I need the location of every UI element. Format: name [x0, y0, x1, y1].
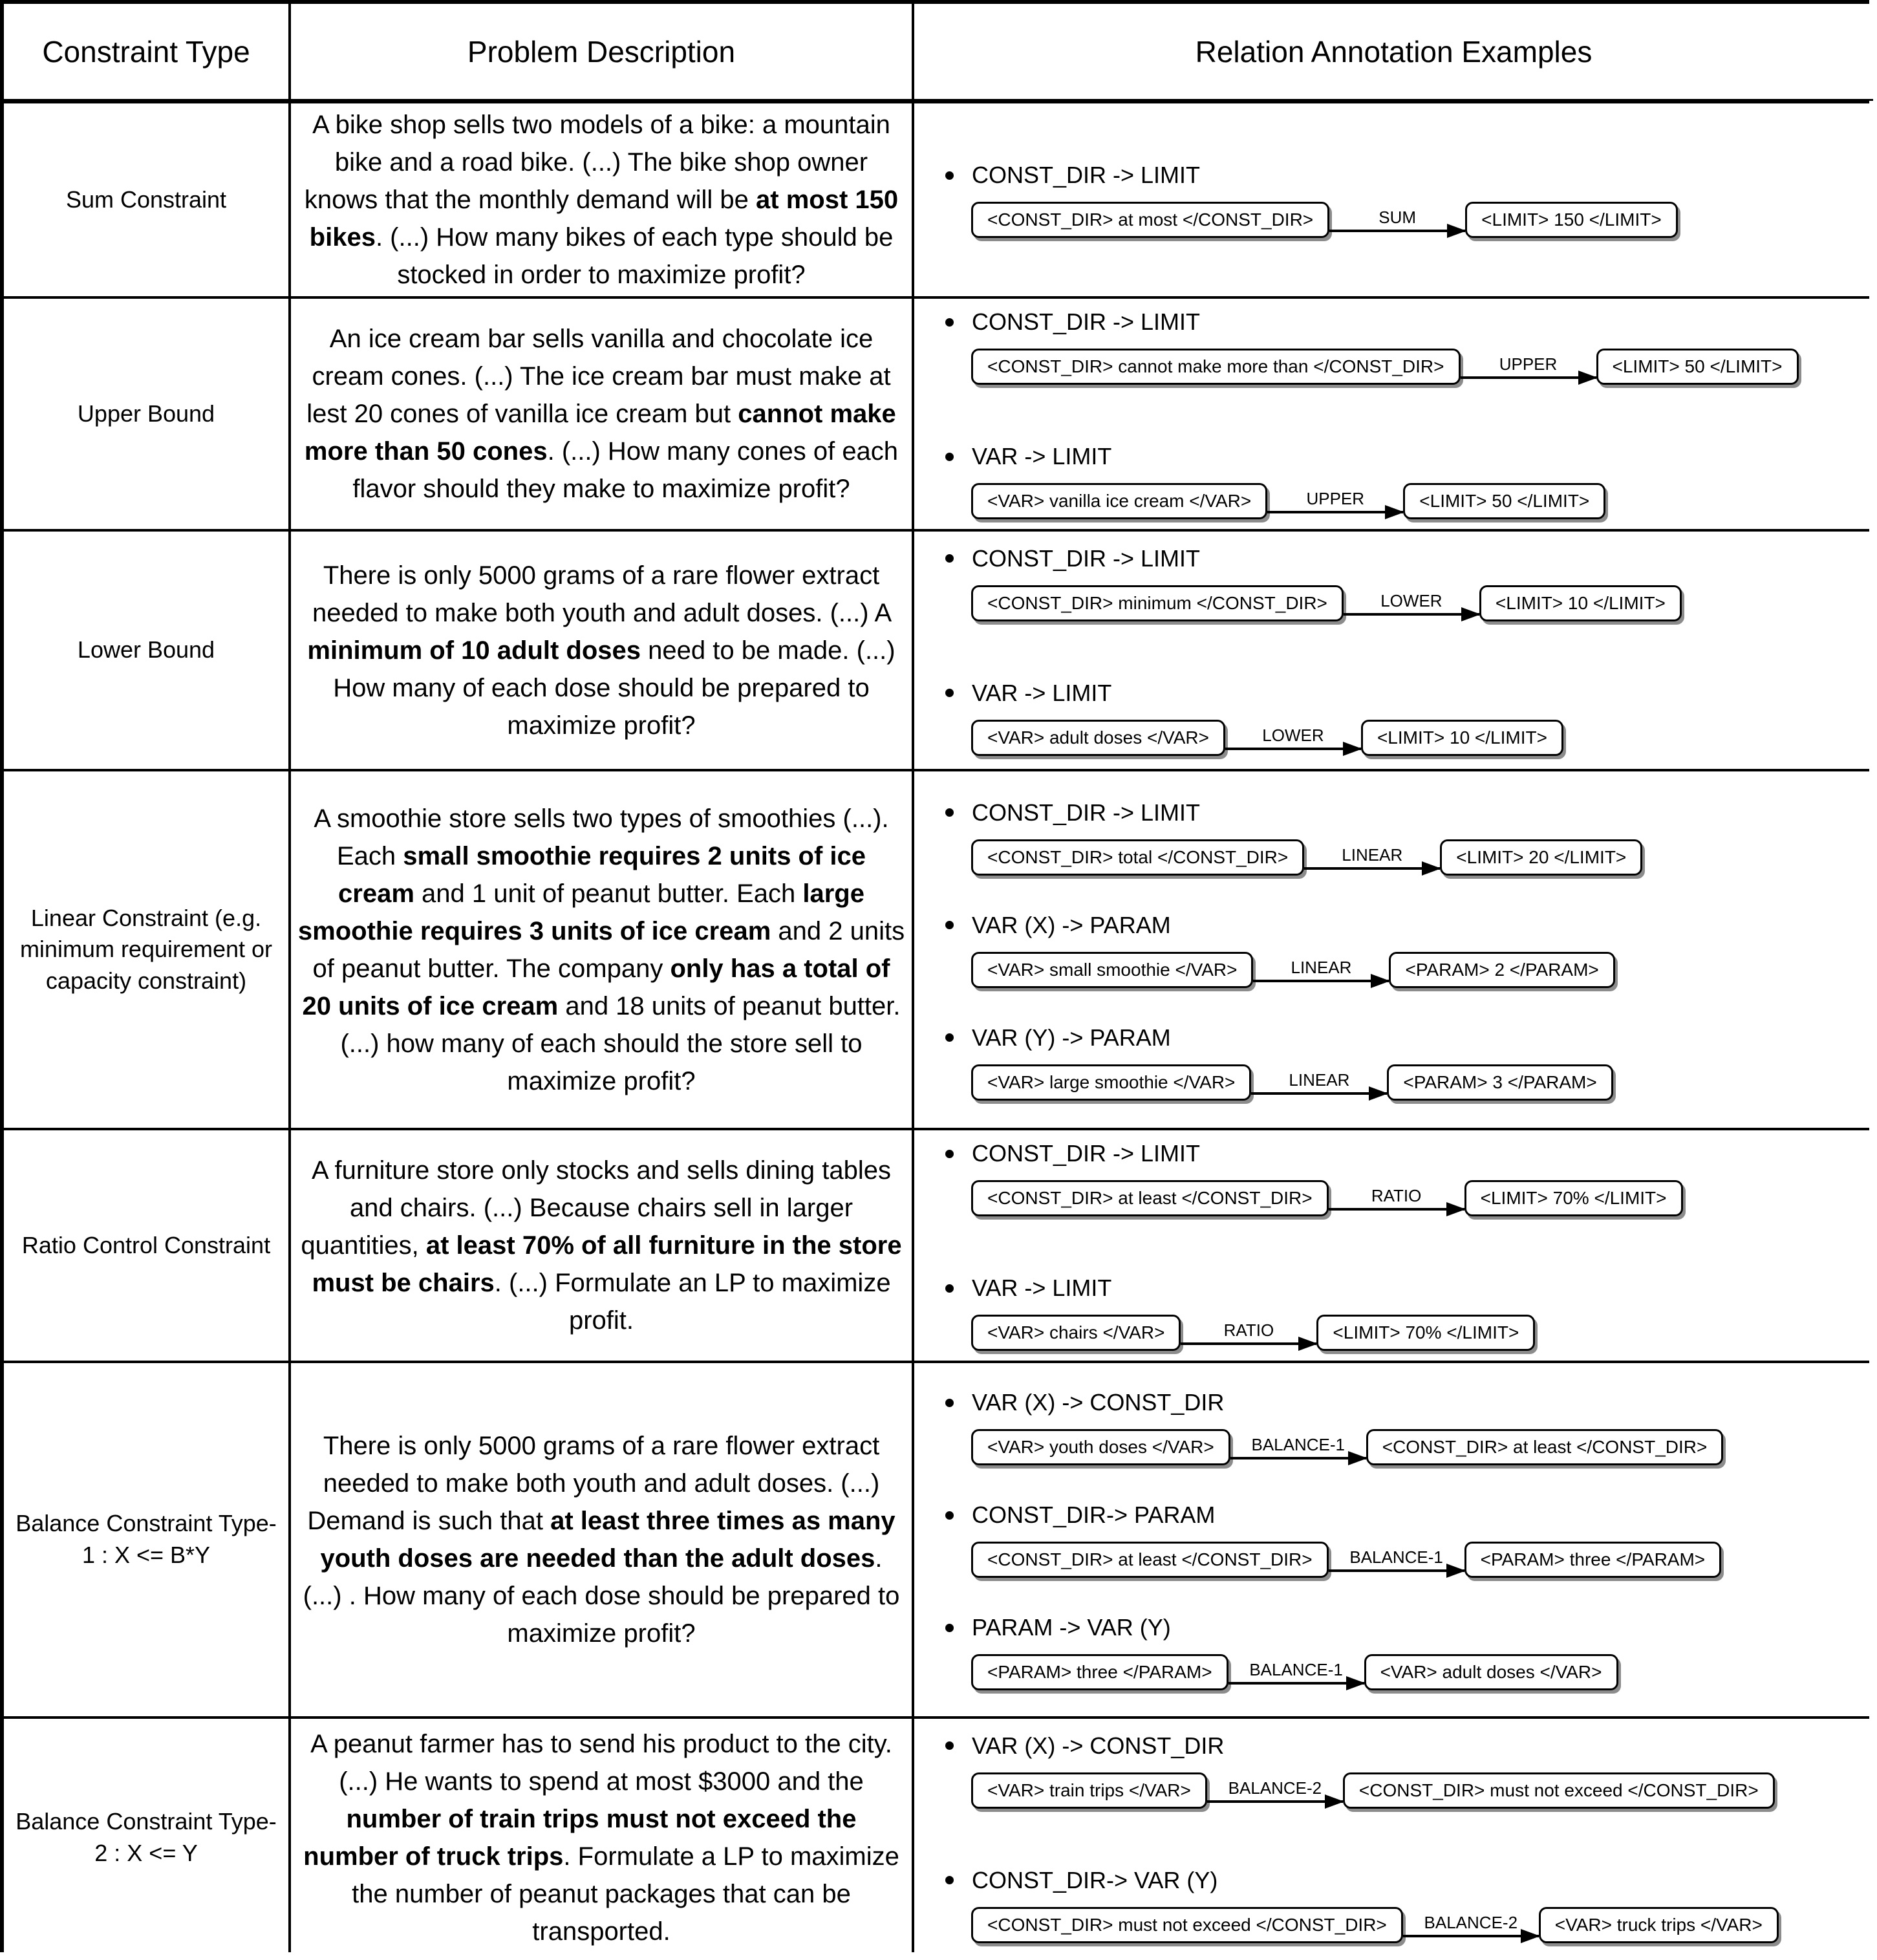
arrow-label: RATIO	[1223, 1320, 1274, 1340]
relation-diagram	[971, 585, 1873, 621]
relation-arrow	[1304, 845, 1440, 870]
relation-arrow	[1329, 208, 1465, 232]
relation-example	[945, 1614, 1873, 1690]
description-segment: An ice cream bar sells vanilla and chocolate ice cream cones. (...) The ice cream bar must make at lest 20 cones of vanilla ice cream but	[306, 325, 898, 428]
arrow-label: BALANCE-1	[1349, 1547, 1443, 1567]
relation-example	[945, 1502, 1873, 1578]
constraint-type-label: Sum Constraint	[65, 186, 227, 213]
relation-label: VAR -> LIMIT	[972, 1275, 1112, 1301]
problem-description-text	[297, 1152, 909, 1339]
relation-label-row	[945, 1140, 1873, 1167]
relation-diagram	[971, 483, 1873, 519]
relation-arrow	[1344, 591, 1479, 616]
relation-label: VAR (Y) -> PARAM	[972, 1024, 1171, 1051]
relation-label-row	[945, 443, 1873, 470]
arrow-line	[1225, 748, 1361, 750]
constraint-type-label: Balance Constraint Type-2 : X <= Y	[16, 1807, 277, 1866]
problem-description-cell	[291, 103, 912, 296]
target-node: <LIMIT> 50 </LIMIT>	[1403, 483, 1605, 519]
relation-example	[945, 1867, 1873, 1943]
relation-label-row	[945, 912, 1873, 939]
relation-examples-cell	[914, 299, 1873, 529]
relation-label: VAR (X) -> CONST_DIR	[972, 1389, 1225, 1416]
relation-label-row	[945, 1275, 1873, 1302]
source-node: <CONST_DIR> minimum </CONST_DIR>	[971, 585, 1344, 621]
target-node: <CONST_DIR> must not exceed </CONST_DIR>	[1343, 1772, 1775, 1809]
relation-arrow	[1267, 489, 1403, 513]
relation-examples-cell	[914, 1719, 1873, 1956]
description-segment: A bike shop sells two models of a bike: a mountain bike and a road bike. (...) The bike shop owner knows that the monthly demand will be	[304, 111, 898, 214]
description-segment: only has a total of 20 units of ice cream	[302, 954, 897, 1020]
constraint-type-cell	[4, 103, 288, 296]
arrow-label: BALANCE-1	[1249, 1660, 1343, 1679]
arrow-line	[1251, 1092, 1387, 1095]
source-node: <VAR> large smoothie </VAR>	[971, 1064, 1251, 1101]
relation-diagram	[971, 1907, 1873, 1943]
relation-diagram	[971, 952, 1873, 988]
source-node: <CONST_DIR> at most </CONST_DIR>	[971, 202, 1329, 238]
constraint-type-label: Linear Constraint (e.g. minimum requirement or capacity constraint)	[19, 904, 273, 994]
relation-arrow	[1329, 1547, 1464, 1572]
arrow-label: UPPER	[1499, 354, 1558, 374]
relation-label: PARAM -> VAR (Y)	[972, 1614, 1171, 1641]
description-segment: small smoothie requires 2 units of ice cream	[338, 841, 874, 908]
bullet-icon	[945, 921, 954, 929]
source-node: <VAR> adult doses </VAR>	[971, 720, 1225, 756]
relation-diagram	[971, 1542, 1873, 1578]
relation-label: CONST_DIR -> LIMIT	[972, 162, 1201, 188]
problem-description-cell	[291, 1363, 912, 1716]
arrow-line	[1253, 980, 1389, 982]
relation-example	[945, 162, 1873, 238]
relation-label-row	[945, 680, 1873, 707]
constraint-type-cell	[4, 1363, 288, 1716]
bullet-icon	[945, 318, 954, 327]
arrow-line	[1329, 1208, 1464, 1211]
relation-diagram	[971, 839, 1873, 876]
arrow-line	[1329, 1569, 1464, 1572]
description-segment: A peanut farmer has to send his product to the city. (...) He wants to spend at most $3000 and the	[310, 1729, 899, 1796]
relation-example	[945, 1275, 1873, 1351]
arrow-line	[1304, 867, 1440, 870]
arrow-label: SUM	[1378, 208, 1417, 227]
description-segment: at most 150 bikes	[309, 186, 906, 252]
problem-description-text	[297, 106, 905, 294]
relation-diagram	[971, 1315, 1873, 1351]
bullet-icon	[945, 1150, 954, 1158]
constraint-type-label: Balance Constraint Type-1 : X <= B*Y	[16, 1510, 277, 1568]
description-segment: cannot make more than 50 cones	[304, 400, 903, 466]
arrow-line	[1228, 1682, 1364, 1685]
relation-arrow	[1207, 1778, 1343, 1803]
arrow-line	[1344, 613, 1479, 616]
problem-description-cell	[291, 1130, 912, 1361]
relation-label: CONST_DIR -> LIMIT	[972, 1140, 1201, 1167]
relation-label: VAR -> LIMIT	[972, 679, 1112, 706]
relation-example	[945, 799, 1873, 876]
problem-description-cell	[291, 299, 912, 529]
arrow-label: BALANCE-1	[1251, 1435, 1345, 1454]
bullet-icon	[945, 689, 954, 697]
relation-examples-cell	[914, 1363, 1873, 1716]
target-node: <LIMIT> 10 </LIMIT>	[1479, 585, 1682, 621]
arrow-line	[1461, 376, 1596, 379]
description-segment: . (...) . How many of each dose should be prepared to maximize profit?	[303, 1544, 907, 1648]
source-node: <CONST_DIR> must not exceed </CONST_DIR>	[971, 1907, 1403, 1943]
source-node: <CONST_DIR> at least </CONST_DIR>	[971, 1542, 1329, 1578]
relation-label: CONST_DIR -> LIMIT	[972, 799, 1201, 826]
source-node: <PARAM> three </PARAM>	[971, 1654, 1228, 1690]
description-segment: at least three times as many youth doses are needed than the adult doses	[320, 1507, 903, 1573]
source-node: <VAR> train trips </VAR>	[971, 1772, 1207, 1809]
bullet-icon	[945, 1511, 954, 1520]
bullet-icon	[945, 1741, 954, 1750]
arrow-label: BALANCE-2	[1424, 1912, 1518, 1932]
source-node: <VAR> chairs </VAR>	[971, 1315, 1181, 1351]
relation-label-row	[945, 545, 1873, 572]
problem-description-cell	[291, 771, 912, 1128]
constraint-type-label: Upper Bound	[77, 400, 215, 427]
target-node: <LIMIT> 20 </LIMIT>	[1440, 839, 1642, 876]
relation-example	[945, 1140, 1873, 1216]
description-segment: . Formulate a LP to maximize the number of peanut packages that can be transported.	[352, 1842, 906, 1946]
target-node: <LIMIT> 70% </LIMIT>	[1316, 1315, 1535, 1351]
relation-examples-cell	[914, 103, 1873, 296]
arrow-line	[1207, 1800, 1343, 1803]
target-node: <PARAM> three </PARAM>	[1464, 1542, 1722, 1578]
source-node: <VAR> small smoothie </VAR>	[971, 952, 1253, 988]
problem-description-text	[297, 1725, 905, 1950]
relation-diagram	[971, 1772, 1873, 1809]
target-node: <PARAM> 2 </PARAM>	[1389, 952, 1614, 988]
relation-examples-cell	[914, 532, 1873, 769]
arrow-label: LOWER	[1262, 725, 1324, 745]
description-segment: minimum of 10 adult doses	[307, 636, 641, 665]
arrow-label: LINEAR	[1342, 845, 1403, 865]
header-relation-annotation-examples: Relation Annotation Examples	[914, 4, 1873, 101]
source-node: <CONST_DIR> at least </CONST_DIR>	[971, 1180, 1329, 1216]
description-segment: at least 70% of all furniture in the store must be chairs	[312, 1231, 909, 1297]
description-segment: . (...) How many bikes of each type should be stocked in order to maximize profit?	[375, 223, 901, 289]
description-segment: large smoothie requires 3 units of ice cream	[297, 879, 872, 945]
problem-description-text	[297, 1427, 905, 1652]
source-node: <VAR> youth doses </VAR>	[971, 1429, 1230, 1465]
relation-label: CONST_DIR -> LIMIT	[972, 544, 1201, 572]
arrow-line	[1230, 1457, 1366, 1459]
description-segment: and 2 units of peanut butter. The company	[312, 916, 912, 983]
bullet-icon	[945, 554, 954, 563]
relation-arrow	[1251, 1070, 1387, 1095]
relation-example	[945, 1389, 1873, 1465]
relation-diagram	[971, 1429, 1873, 1465]
relation-label-row	[945, 1024, 1873, 1051]
relation-label-row	[945, 1614, 1873, 1641]
arrow-line	[1403, 1935, 1539, 1937]
relation-arrow	[1228, 1660, 1364, 1685]
target-node: <PARAM> 3 </PARAM>	[1387, 1064, 1613, 1101]
relation-label: CONST_DIR -> LIMIT	[972, 308, 1201, 335]
target-node: <VAR> adult doses </VAR>	[1364, 1654, 1618, 1690]
relation-examples-cell	[914, 771, 1873, 1128]
bullet-icon	[945, 1876, 954, 1884]
source-node: <VAR> vanilla ice cream </VAR>	[971, 483, 1267, 519]
bullet-icon	[945, 1033, 954, 1042]
constraint-type-label: Ratio Control Constraint	[21, 1231, 271, 1258]
relation-label-row	[945, 1867, 1873, 1894]
constraint-type-cell	[4, 299, 288, 529]
relation-label-row	[945, 799, 1873, 826]
description-segment: . (...) How many cones of each flavor should they make to maximize profit?	[352, 437, 906, 503]
target-node: <LIMIT> 10 </LIMIT>	[1361, 720, 1563, 756]
relation-diagram	[971, 1064, 1873, 1101]
bullet-icon	[945, 1624, 954, 1632]
constraint-type-cell	[4, 532, 288, 769]
target-node: <LIMIT> 70% </LIMIT>	[1464, 1180, 1683, 1216]
relation-label: VAR (X) -> CONST_DIR	[972, 1732, 1225, 1759]
relation-label-row	[945, 1732, 1873, 1760]
relation-arrow	[1225, 726, 1361, 750]
relation-example	[945, 545, 1873, 621]
relation-example	[945, 912, 1873, 988]
relation-label: VAR (X) -> PARAM	[972, 911, 1171, 938]
description-segment: There is only 5000 grams of a rare flower extract needed to make both youth and adult doses. (...) A	[312, 561, 898, 627]
relation-example	[945, 443, 1873, 519]
arrow-label: RATIO	[1371, 1186, 1422, 1205]
constraint-type-label: Lower Bound	[77, 636, 215, 663]
relation-label-row	[945, 308, 1873, 336]
bullet-icon	[945, 808, 954, 817]
arrow-label: BALANCE-2	[1228, 1778, 1322, 1798]
arrow-line	[1329, 230, 1465, 232]
relation-label-row	[945, 1502, 1873, 1529]
description-segment: number of train trips must not exceed the number of truck trips	[303, 1804, 864, 1871]
bullet-icon	[945, 171, 954, 180]
relation-label-row	[945, 162, 1873, 189]
relation-arrow	[1230, 1435, 1366, 1459]
relation-example	[945, 680, 1873, 756]
target-node: <LIMIT> 150 </LIMIT>	[1465, 202, 1678, 238]
arrow-label: LINEAR	[1291, 957, 1352, 977]
description-segment: need to be made. (...) How many of each dose should be prepared to maximize profit?	[333, 636, 903, 740]
description-segment: A furniture store only stocks and sells dining tables and chairs. (...) Because chairs sell in larger quantities,	[301, 1156, 899, 1260]
source-node: <CONST_DIR> cannot make more than </CONST_DIR>	[971, 349, 1461, 385]
source-node: <CONST_DIR> total </CONST_DIR>	[971, 839, 1304, 876]
relation-diagram	[971, 349, 1873, 385]
bullet-icon	[945, 1399, 954, 1407]
problem-description-cell	[291, 532, 912, 769]
relation-diagram	[971, 720, 1873, 756]
target-node: <CONST_DIR> at least </CONST_DIR>	[1366, 1429, 1724, 1465]
arrow-line	[1181, 1342, 1316, 1345]
relation-arrow	[1403, 1913, 1539, 1937]
target-node: <LIMIT> 50 </LIMIT>	[1596, 349, 1799, 385]
bullet-icon	[945, 453, 954, 461]
arrow-label: LINEAR	[1289, 1070, 1350, 1090]
description-segment: and 18 units of peanut butter. (...) how many of each should the store sell to maximize profit?	[340, 991, 908, 1095]
relation-diagram	[971, 202, 1873, 238]
relation-arrow	[1329, 1186, 1464, 1211]
constraint-type-cell	[4, 771, 288, 1128]
relation-example	[945, 1024, 1873, 1101]
problem-description-text	[297, 557, 905, 744]
constraint-type-cell	[4, 1130, 288, 1361]
description-segment: . (...) Formulate an LP to maximize profit.	[494, 1269, 898, 1335]
problem-description-cell	[291, 1719, 912, 1956]
arrow-label: LOWER	[1380, 590, 1443, 610]
arrow-label: UPPER	[1306, 489, 1365, 508]
relation-examples-cell	[914, 1130, 1873, 1361]
problem-description-text	[297, 320, 905, 508]
relation-arrow	[1253, 958, 1389, 982]
target-node: <VAR> truck trips </VAR>	[1539, 1907, 1779, 1943]
arrow-line	[1267, 511, 1403, 513]
relation-label: VAR -> LIMIT	[972, 443, 1112, 469]
header-problem-description: Problem Description	[291, 4, 912, 101]
relation-label-row	[945, 1389, 1873, 1416]
relation-example	[945, 308, 1873, 385]
relation-arrow	[1461, 354, 1596, 379]
relation-label: CONST_DIR-> VAR (Y)	[972, 1866, 1218, 1893]
bullet-icon	[945, 1284, 954, 1293]
constraint-type-cell	[4, 1719, 288, 1956]
problem-description-text	[297, 800, 912, 1100]
description-segment: There is only 5000 grams of a rare flower extract needed to make both youth and adult doses. (...) Demand is such that	[307, 1432, 887, 1535]
relation-diagram	[971, 1654, 1873, 1690]
header-constraint-type: Constraint Type	[4, 4, 288, 101]
description-segment: and 1 unit of peanut butter. Each	[414, 879, 803, 908]
relation-label: CONST_DIR-> PARAM	[972, 1502, 1216, 1528]
relation-example	[945, 1732, 1873, 1809]
description-segment: A smoothie store sells two types of smoothies (...). Each	[314, 804, 896, 870]
relation-arrow	[1181, 1320, 1316, 1345]
relation-diagram	[971, 1180, 1873, 1216]
